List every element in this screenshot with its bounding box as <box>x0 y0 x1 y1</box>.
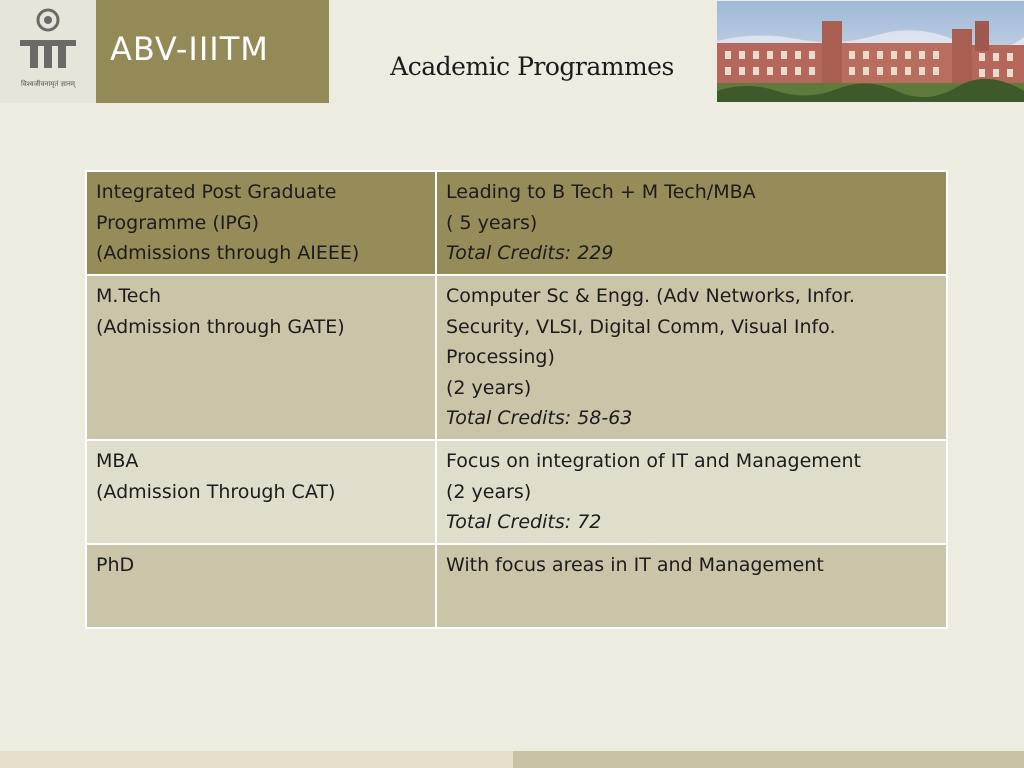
programme-line: MBA <box>96 450 139 472</box>
total-credits: Total Credits: 58-63 <box>446 407 633 429</box>
footer-band-left <box>0 751 513 768</box>
programme-cell <box>86 171 436 275</box>
details-line: Computer Sc & Engg. (Adv Networks, Infor. <box>446 285 855 307</box>
details-line: Processing) <box>446 346 555 368</box>
page-title: Academic Programmes <box>390 52 674 81</box>
total-credits: Total Credits: 229 <box>446 242 614 264</box>
footer-band-right <box>513 751 1024 768</box>
details-line: Focus on integration of IT and Management <box>446 450 861 472</box>
programme-cell <box>86 275 436 440</box>
details-line: With focus areas in IT and Management <box>446 554 824 576</box>
details-cell <box>436 544 947 628</box>
table-row <box>86 171 947 275</box>
programme-line: Integrated Post Graduate <box>96 181 337 203</box>
details-line: Security, VLSI, Digital Comm, Visual Info. <box>446 315 836 338</box>
programme-line: PhD <box>96 554 135 576</box>
details-cell <box>436 440 947 544</box>
programme-line: (Admissions through AIEEE) <box>96 242 360 264</box>
details-line: Leading to B Tech + M Tech/MBA <box>446 181 756 203</box>
institute-name: ABV-IIITM <box>110 30 269 68</box>
programme-line: (Admission through GATE) <box>96 315 345 338</box>
logo-motto: विश्वजीवनामृतं ज्ञानम् <box>21 80 75 88</box>
table-row <box>86 544 947 628</box>
details-cell <box>436 171 947 275</box>
details-cell <box>436 275 947 440</box>
programme-cell <box>86 440 436 544</box>
programme-line: (Admission Through CAT) <box>96 480 336 503</box>
details-line: (2 years) <box>446 376 532 399</box>
programme-cell <box>86 544 436 628</box>
details-line: (2 years) <box>446 480 532 503</box>
table-row <box>86 275 947 440</box>
total-credits: Total Credits: 72 <box>446 511 602 533</box>
details-line: ( 5 years) <box>446 211 538 234</box>
programmes-table <box>85 170 948 629</box>
programme-line: Programme (IPG) <box>96 211 260 234</box>
programme-line: M.Tech <box>96 285 161 307</box>
table-row <box>86 440 947 544</box>
campus-building-photo <box>717 1 1024 102</box>
